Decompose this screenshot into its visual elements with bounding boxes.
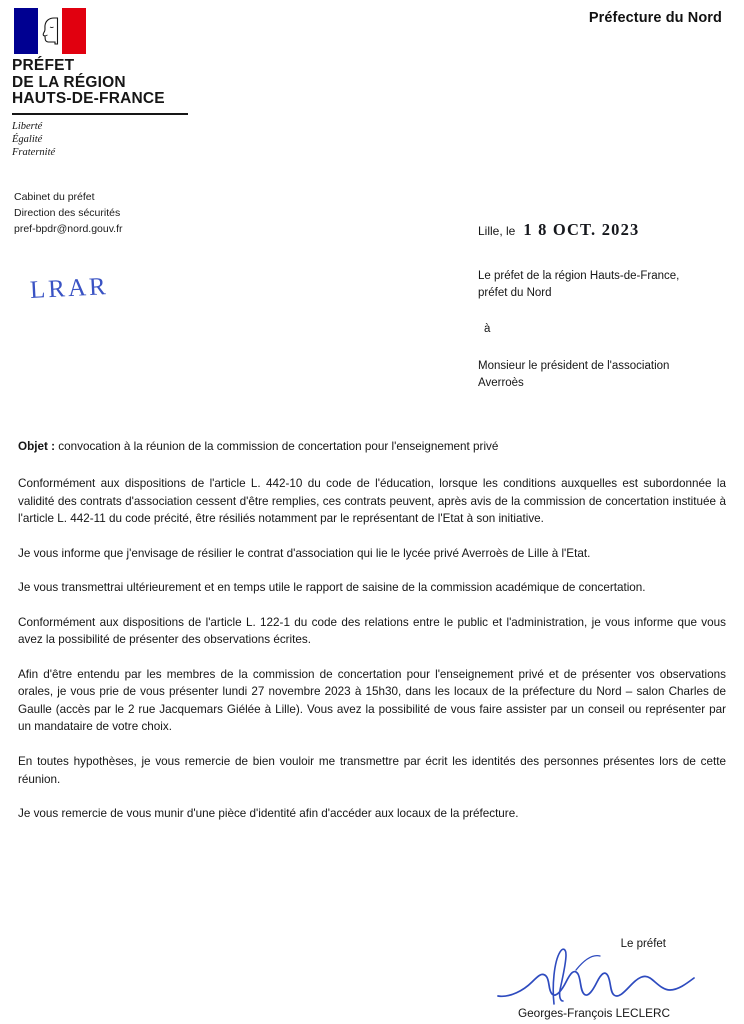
service-email: pref-bpdr@nord.gouv.fr: [14, 222, 123, 235]
lrar-handwritten-note: LRAR: [29, 272, 110, 305]
dateline: [478, 218, 736, 242]
dateline-place: Lille, le: [478, 224, 516, 238]
paragraph: En toutes hypothèses, je vous remercie de bien vouloir me transmettre par écrit les identités des personnes présentes lors de cette réunion.: [18, 755, 726, 786]
subject-text: convocation à la réunion de la commission de concertation pour l'enseignement privé: [58, 440, 499, 453]
signatory-name: Georges-François LECLERC: [517, 1006, 671, 1020]
to-label: à: [484, 323, 491, 336]
subject-line: [18, 440, 726, 453]
divider: [12, 113, 188, 115]
service-line-direction: Direction des sécurités: [14, 206, 121, 219]
marianne-profile-icon: [40, 16, 60, 46]
page-title: Préfecture du Nord: [588, 10, 722, 26]
addressee-block: [478, 218, 736, 391]
paragraph: Je vous remercie de vous munir d'une pièce d'identité afin d'accéder aux locaux de la préfecture.: [18, 807, 519, 821]
paragraph: Conformément aux dispositions de l'article L. 442-10 du code de l'éducation, lorsque les conditions auxquelles est subordonnée la validité des contrats d'association cessent d'être remplies, ces contrats peuvent, après avis de la commission de concertation instituée à l'article L. 442-11 du code précité, être résiliés notamment par le représentant de l'Etat à son initiative.: [18, 477, 726, 526]
flag-band-red: [62, 8, 86, 54]
signature-block: [430, 938, 730, 1020]
recipient-identity: Monsieur le président de l'association Averroès: [478, 359, 670, 389]
date-stamp: 1 8 OCT. 2023: [523, 220, 640, 239]
flag-band-white: [38, 8, 62, 54]
letter-meta: [0, 190, 744, 389]
paragraph: Je vous informe que j'envisage de résilier le contrat d'association qui lie le lycée privé Averroès de Lille à l'Etat.: [18, 546, 591, 560]
flag-band-blue: [14, 8, 38, 54]
handwritten-signature-icon: [480, 946, 730, 1008]
republic-name: PRÉFET DE LA RÉGION HAUTS-DE-FRANCE: [12, 57, 165, 108]
paragraph: Afin d'être entendu par les membres de la commission de concertation pour l'enseignement privé et de présenter vos observations orales, je vous prie de vous présenter lundi 27 novembre 2023 à 15h30, dans les locaux de la préfecture du Nord – salon Charles de Gaulle (accès par le 2 rue Jacquemars Giélée à Lille). Vous avez la possibilité de vous faire assister par un conseil ou représenter par un mandataire de votre choix.: [18, 667, 726, 734]
service-block: [14, 190, 123, 237]
republic-motto: Liberté Égalité Fraternité: [12, 121, 56, 159]
sender-identity: Le préfet de la région Hauts-de-France, préfet du Nord: [478, 269, 680, 299]
paragraph: Je vous transmettrai ultérieurement et en temps utile le rapport de saisine de la commission académique de concertation.: [18, 581, 646, 595]
service-line-cabinet: Cabinet du préfet: [14, 191, 95, 203]
signature-title: Le préfet: [620, 938, 666, 950]
subject-label: Objet :: [18, 440, 56, 453]
republic-logo: [12, 8, 202, 160]
document-header: [0, 0, 744, 159]
french-flag-marianne-icon: [14, 8, 86, 54]
letter-body: [18, 440, 726, 840]
paragraph: Conformément aux dispositions de l'article L. 122-1 du code des relations entre le public et l'administration, je vous informe que vous avez la possibilité de présenter des observations écrites.: [18, 615, 726, 647]
